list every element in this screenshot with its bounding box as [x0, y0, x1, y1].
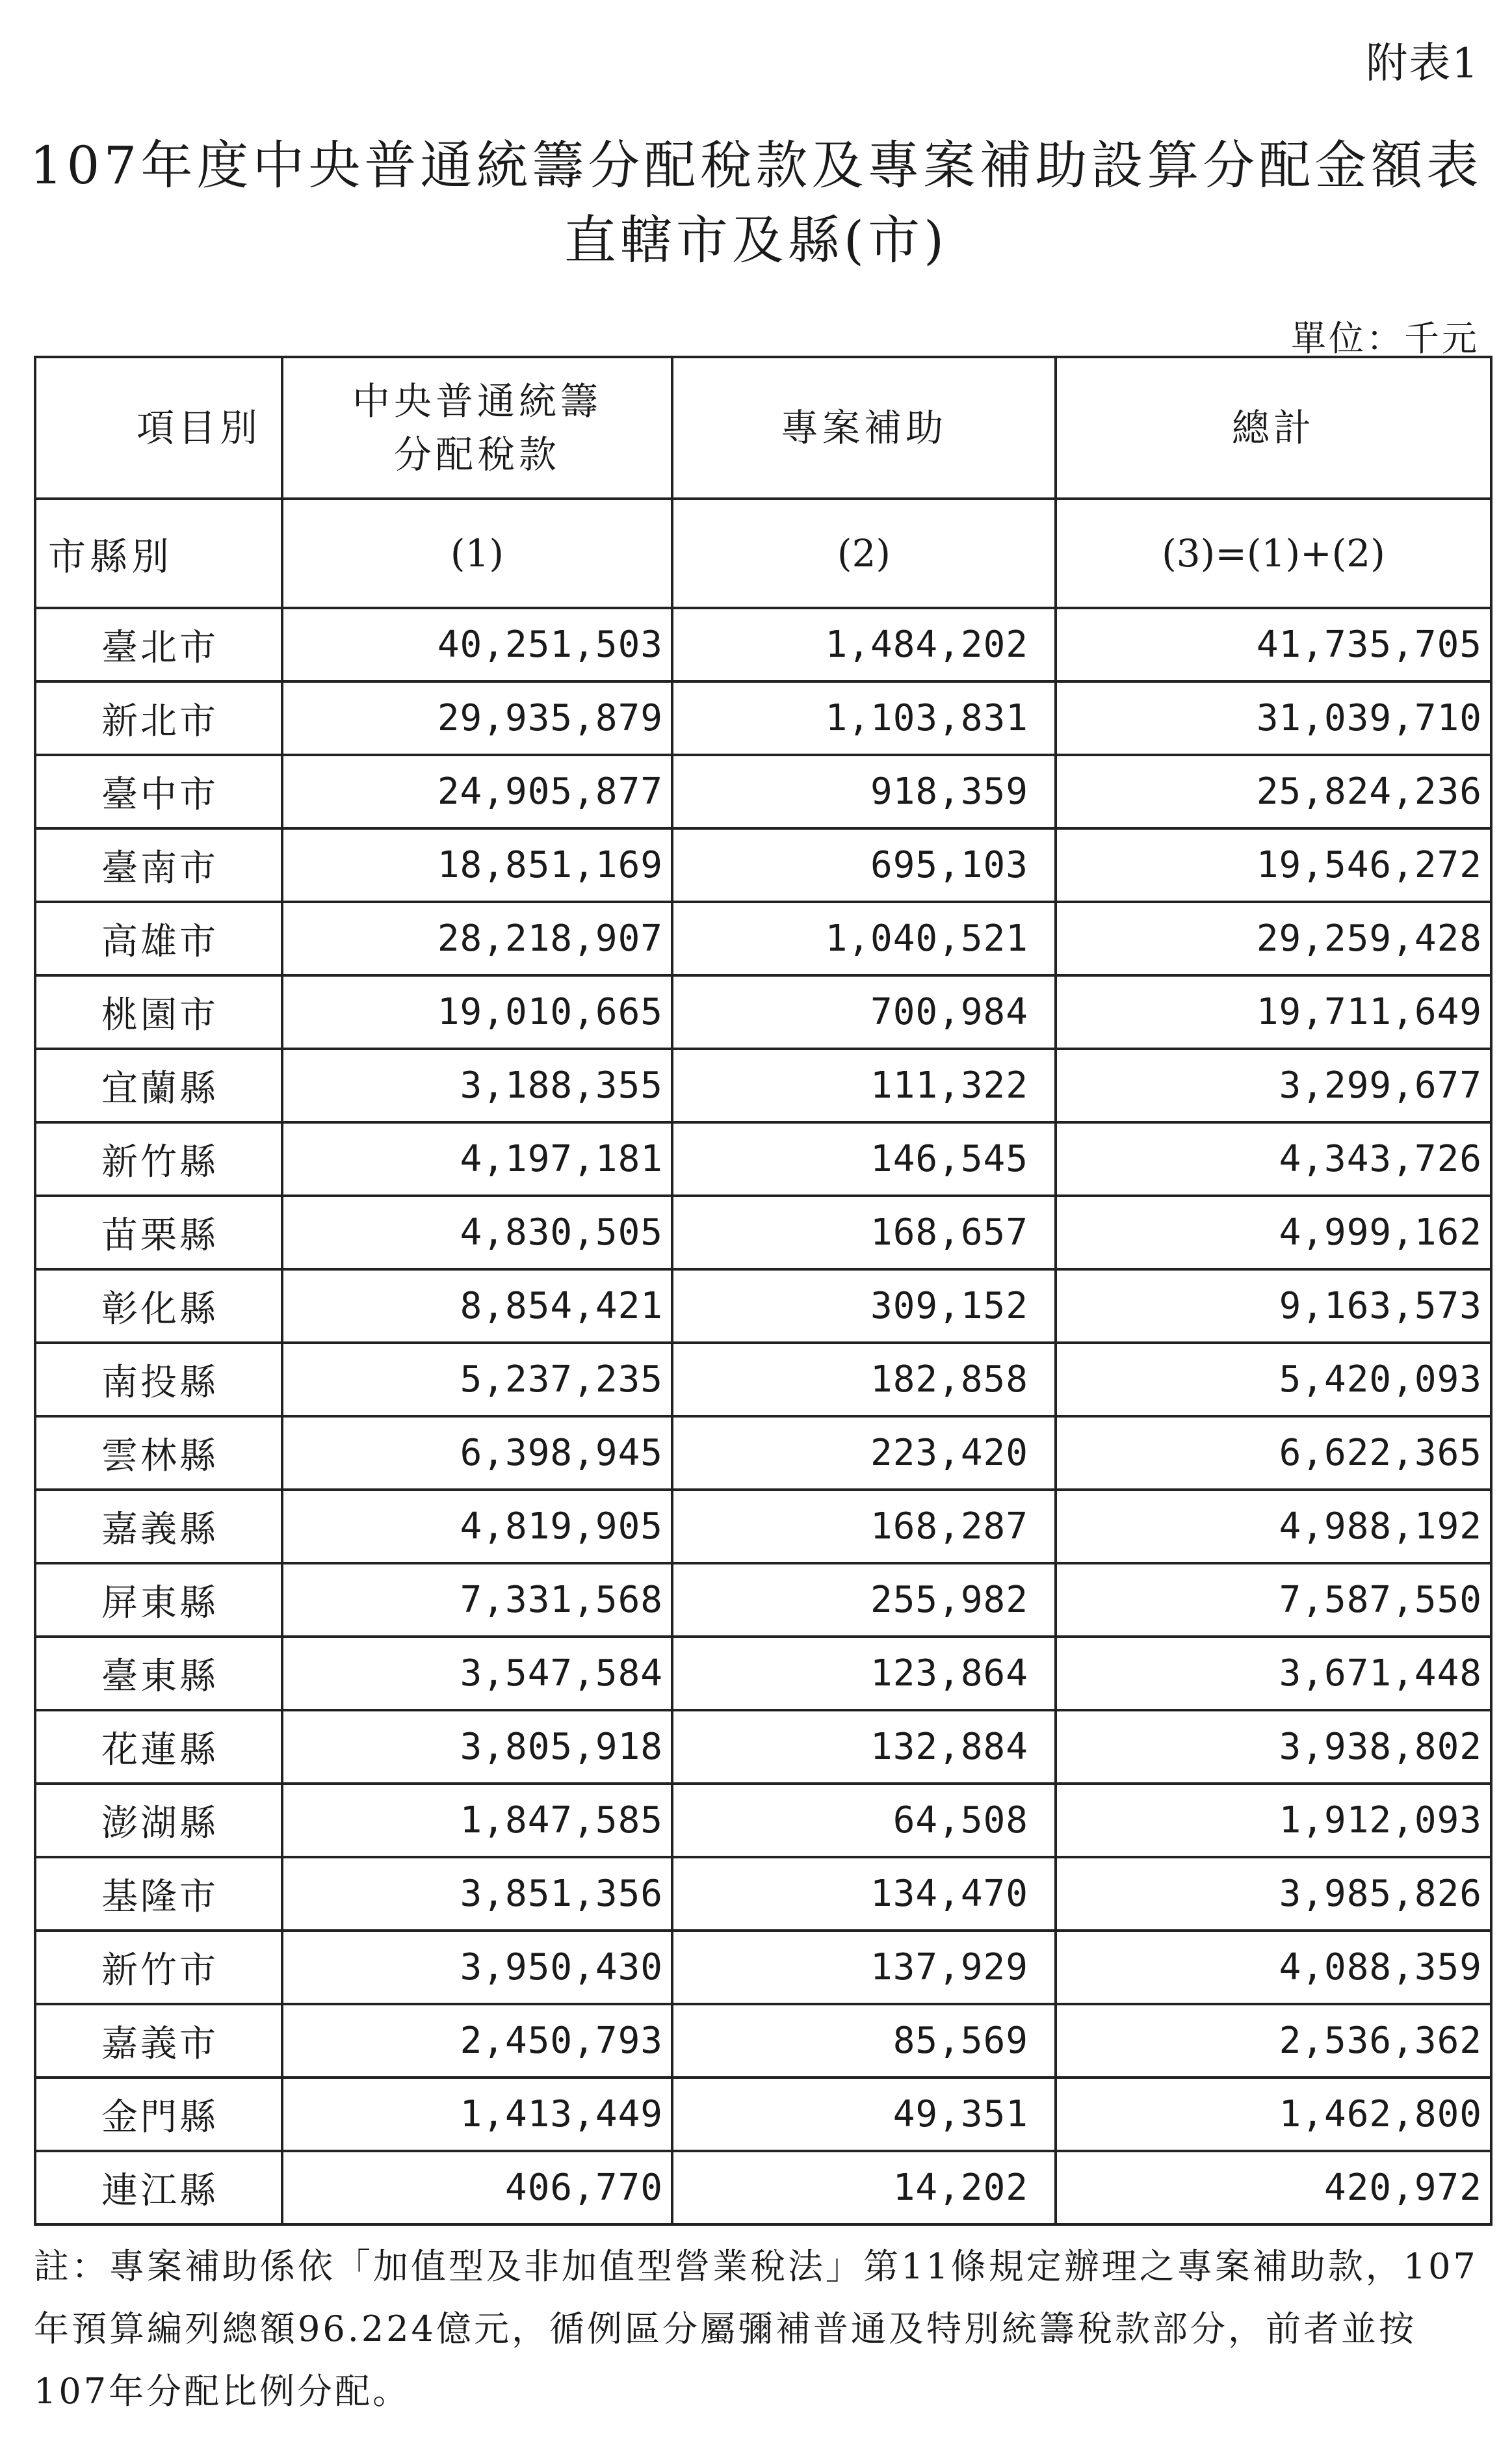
total-cell: 3,985,826	[1056, 1857, 1491, 1931]
table-row	[35, 1784, 1491, 1857]
header-general-tax-line1: 中央普通統籌	[352, 379, 602, 423]
county-name-cell: 澎湖縣	[35, 1784, 282, 1857]
general-tax-cell: 3,950,430	[282, 1931, 672, 2004]
general-tax-cell: 19,010,665	[282, 975, 672, 1049]
table-row	[35, 975, 1491, 1049]
total-cell: 4,343,726	[1056, 1122, 1491, 1196]
county-name-cell: 花蓮縣	[35, 1710, 282, 1784]
county-name-cell: 臺中市	[35, 755, 282, 828]
total-cell: 1,912,093	[1056, 1784, 1491, 1857]
general-tax-cell: 1,413,449	[282, 2078, 672, 2151]
total-cell: 1,462,800	[1056, 2078, 1491, 2151]
total-cell: 4,088,359	[1056, 1931, 1491, 2004]
project-subsidy-cell: 1,040,521	[672, 902, 1056, 975]
header-code-3: (3)=(1)+(2)	[1056, 499, 1491, 608]
general-tax-cell: 3,805,918	[282, 1710, 672, 1784]
county-name-cell: 連江縣	[35, 2151, 282, 2224]
table-row	[35, 1710, 1491, 1784]
project-subsidy-cell: 168,287	[672, 1490, 1056, 1563]
general-tax-cell: 1,847,585	[282, 1784, 672, 1857]
project-subsidy-cell: 1,484,202	[672, 608, 1056, 681]
county-name-cell: 臺北市	[35, 608, 282, 681]
header-general-tax	[282, 357, 672, 499]
table-row	[35, 2078, 1491, 2151]
county-name-cell: 臺南市	[35, 828, 282, 902]
allocation-table	[34, 356, 1492, 2226]
general-tax-cell: 4,197,181	[282, 1122, 672, 1196]
general-tax-cell: 3,851,356	[282, 1857, 672, 1931]
total-cell: 19,711,649	[1056, 975, 1491, 1049]
county-name-cell: 臺東縣	[35, 1637, 282, 1710]
table-row	[35, 2151, 1491, 2224]
general-tax-cell: 3,188,355	[282, 1049, 672, 1122]
table-row	[35, 1343, 1491, 1416]
table-row	[35, 681, 1491, 755]
county-name-cell: 新竹市	[35, 1931, 282, 2004]
header-county-label: 市縣別	[35, 499, 282, 608]
table-row	[35, 1857, 1491, 1931]
total-cell: 5,420,093	[1056, 1343, 1491, 1416]
table-row	[35, 1416, 1491, 1490]
general-tax-cell: 29,935,879	[282, 681, 672, 755]
county-name-cell: 金門縣	[35, 2078, 282, 2151]
project-subsidy-cell: 309,152	[672, 1269, 1056, 1343]
county-name-cell: 新竹縣	[35, 1122, 282, 1196]
general-tax-cell: 4,819,905	[282, 1490, 672, 1563]
table-row	[35, 902, 1491, 975]
general-tax-cell: 24,905,877	[282, 755, 672, 828]
project-subsidy-cell: 132,884	[672, 1710, 1056, 1784]
total-cell: 31,039,710	[1056, 681, 1491, 755]
county-name-cell: 宜蘭縣	[35, 1049, 282, 1122]
header-item-label: 項目別	[35, 357, 282, 499]
table-row	[35, 755, 1491, 828]
table-row	[35, 1269, 1491, 1343]
general-tax-cell: 18,851,169	[282, 828, 672, 902]
county-name-cell: 南投縣	[35, 1343, 282, 1416]
table-row	[35, 828, 1491, 902]
header-code-2: (2)	[672, 499, 1056, 608]
project-subsidy-cell: 134,470	[672, 1857, 1056, 1931]
table-row	[35, 608, 1491, 681]
table-row	[35, 1122, 1491, 1196]
total-cell: 3,938,802	[1056, 1710, 1491, 1784]
table-row	[35, 1049, 1491, 1122]
document-title: 107年度中央普通統籌分配稅款及專案補助設算分配金額表	[29, 135, 1483, 196]
project-subsidy-cell: 64,508	[672, 1784, 1056, 1857]
project-subsidy-cell: 695,103	[672, 828, 1056, 902]
project-subsidy-cell: 182,858	[672, 1343, 1056, 1416]
county-name-cell: 彰化縣	[35, 1269, 282, 1343]
general-tax-cell: 2,450,793	[282, 2004, 672, 2078]
total-cell: 41,735,705	[1056, 608, 1491, 681]
footnote: 註：專案補助係依「加值型及非加值型營業稅法」第11條規定辦理之專案補助款，107年預算編列總額96.224億元，循例區分屬彌補普通及特別統籌稅款部分，前者並按107年分配比例分配。	[34, 2246, 1478, 2412]
county-name-cell: 嘉義市	[35, 2004, 282, 2078]
table-row	[35, 2004, 1491, 2078]
total-cell: 19,546,272	[1056, 828, 1491, 902]
general-tax-cell: 4,830,505	[282, 1196, 672, 1269]
project-subsidy-cell: 255,982	[672, 1563, 1056, 1637]
table-row	[35, 1196, 1491, 1269]
table-row	[35, 1563, 1491, 1637]
county-name-cell: 高雄市	[35, 902, 282, 975]
project-subsidy-cell: 111,322	[672, 1049, 1056, 1122]
header-project-subsidy: 專案補助	[672, 357, 1056, 499]
total-cell: 7,587,550	[1056, 1563, 1491, 1637]
header-row	[35, 357, 1491, 499]
county-name-cell: 嘉義縣	[35, 1490, 282, 1563]
project-subsidy-cell: 137,929	[672, 1931, 1056, 2004]
header-code-row	[35, 499, 1491, 608]
project-subsidy-cell: 85,569	[672, 2004, 1056, 2078]
project-subsidy-cell: 918,359	[672, 755, 1056, 828]
total-cell: 4,999,162	[1056, 1196, 1491, 1269]
total-cell: 4,988,192	[1056, 1490, 1491, 1563]
total-cell: 420,972	[1056, 2151, 1491, 2224]
project-subsidy-cell: 123,864	[672, 1637, 1056, 1710]
county-name-cell: 基隆市	[35, 1857, 282, 1931]
header-code-1: (1)	[282, 499, 672, 608]
table-row	[35, 1637, 1491, 1710]
general-tax-cell: 3,547,584	[282, 1637, 672, 1710]
general-tax-cell: 6,398,945	[282, 1416, 672, 1490]
project-subsidy-cell: 146,545	[672, 1122, 1056, 1196]
total-cell: 29,259,428	[1056, 902, 1491, 975]
general-tax-cell: 28,218,907	[282, 902, 672, 975]
county-name-cell: 雲林縣	[35, 1416, 282, 1490]
total-cell: 25,824,236	[1056, 755, 1491, 828]
attachment-label: 附表1	[1366, 40, 1479, 88]
total-cell: 3,299,677	[1056, 1049, 1491, 1122]
county-name-cell: 新北市	[35, 681, 282, 755]
total-cell: 2,536,362	[1056, 2004, 1491, 2078]
general-tax-cell: 8,854,421	[282, 1269, 672, 1343]
project-subsidy-cell: 14,202	[672, 2151, 1056, 2224]
unit-label: 單位：千元	[1291, 318, 1479, 359]
table-row	[35, 1931, 1491, 2004]
general-tax-cell: 7,331,568	[282, 1563, 672, 1637]
project-subsidy-cell: 49,351	[672, 2078, 1056, 2151]
project-subsidy-cell: 700,984	[672, 975, 1056, 1049]
project-subsidy-cell: 223,420	[672, 1416, 1056, 1490]
county-name-cell: 屏東縣	[35, 1563, 282, 1637]
document-subtitle: 直轄市及縣(市)	[564, 210, 948, 270]
general-tax-cell: 40,251,503	[282, 608, 672, 681]
header-general-tax-line2: 分配稅款	[393, 432, 560, 477]
total-cell: 3,671,448	[1056, 1637, 1491, 1710]
header-total: 總計	[1056, 357, 1491, 499]
project-subsidy-cell: 168,657	[672, 1196, 1056, 1269]
general-tax-cell: 406,770	[282, 2151, 672, 2224]
total-cell: 6,622,365	[1056, 1416, 1491, 1490]
county-name-cell: 苗栗縣	[35, 1196, 282, 1269]
project-subsidy-cell: 1,103,831	[672, 681, 1056, 755]
general-tax-cell: 5,237,235	[282, 1343, 672, 1416]
county-name-cell: 桃園市	[35, 975, 282, 1049]
table-row	[35, 1490, 1491, 1563]
total-cell: 9,163,573	[1056, 1269, 1491, 1343]
